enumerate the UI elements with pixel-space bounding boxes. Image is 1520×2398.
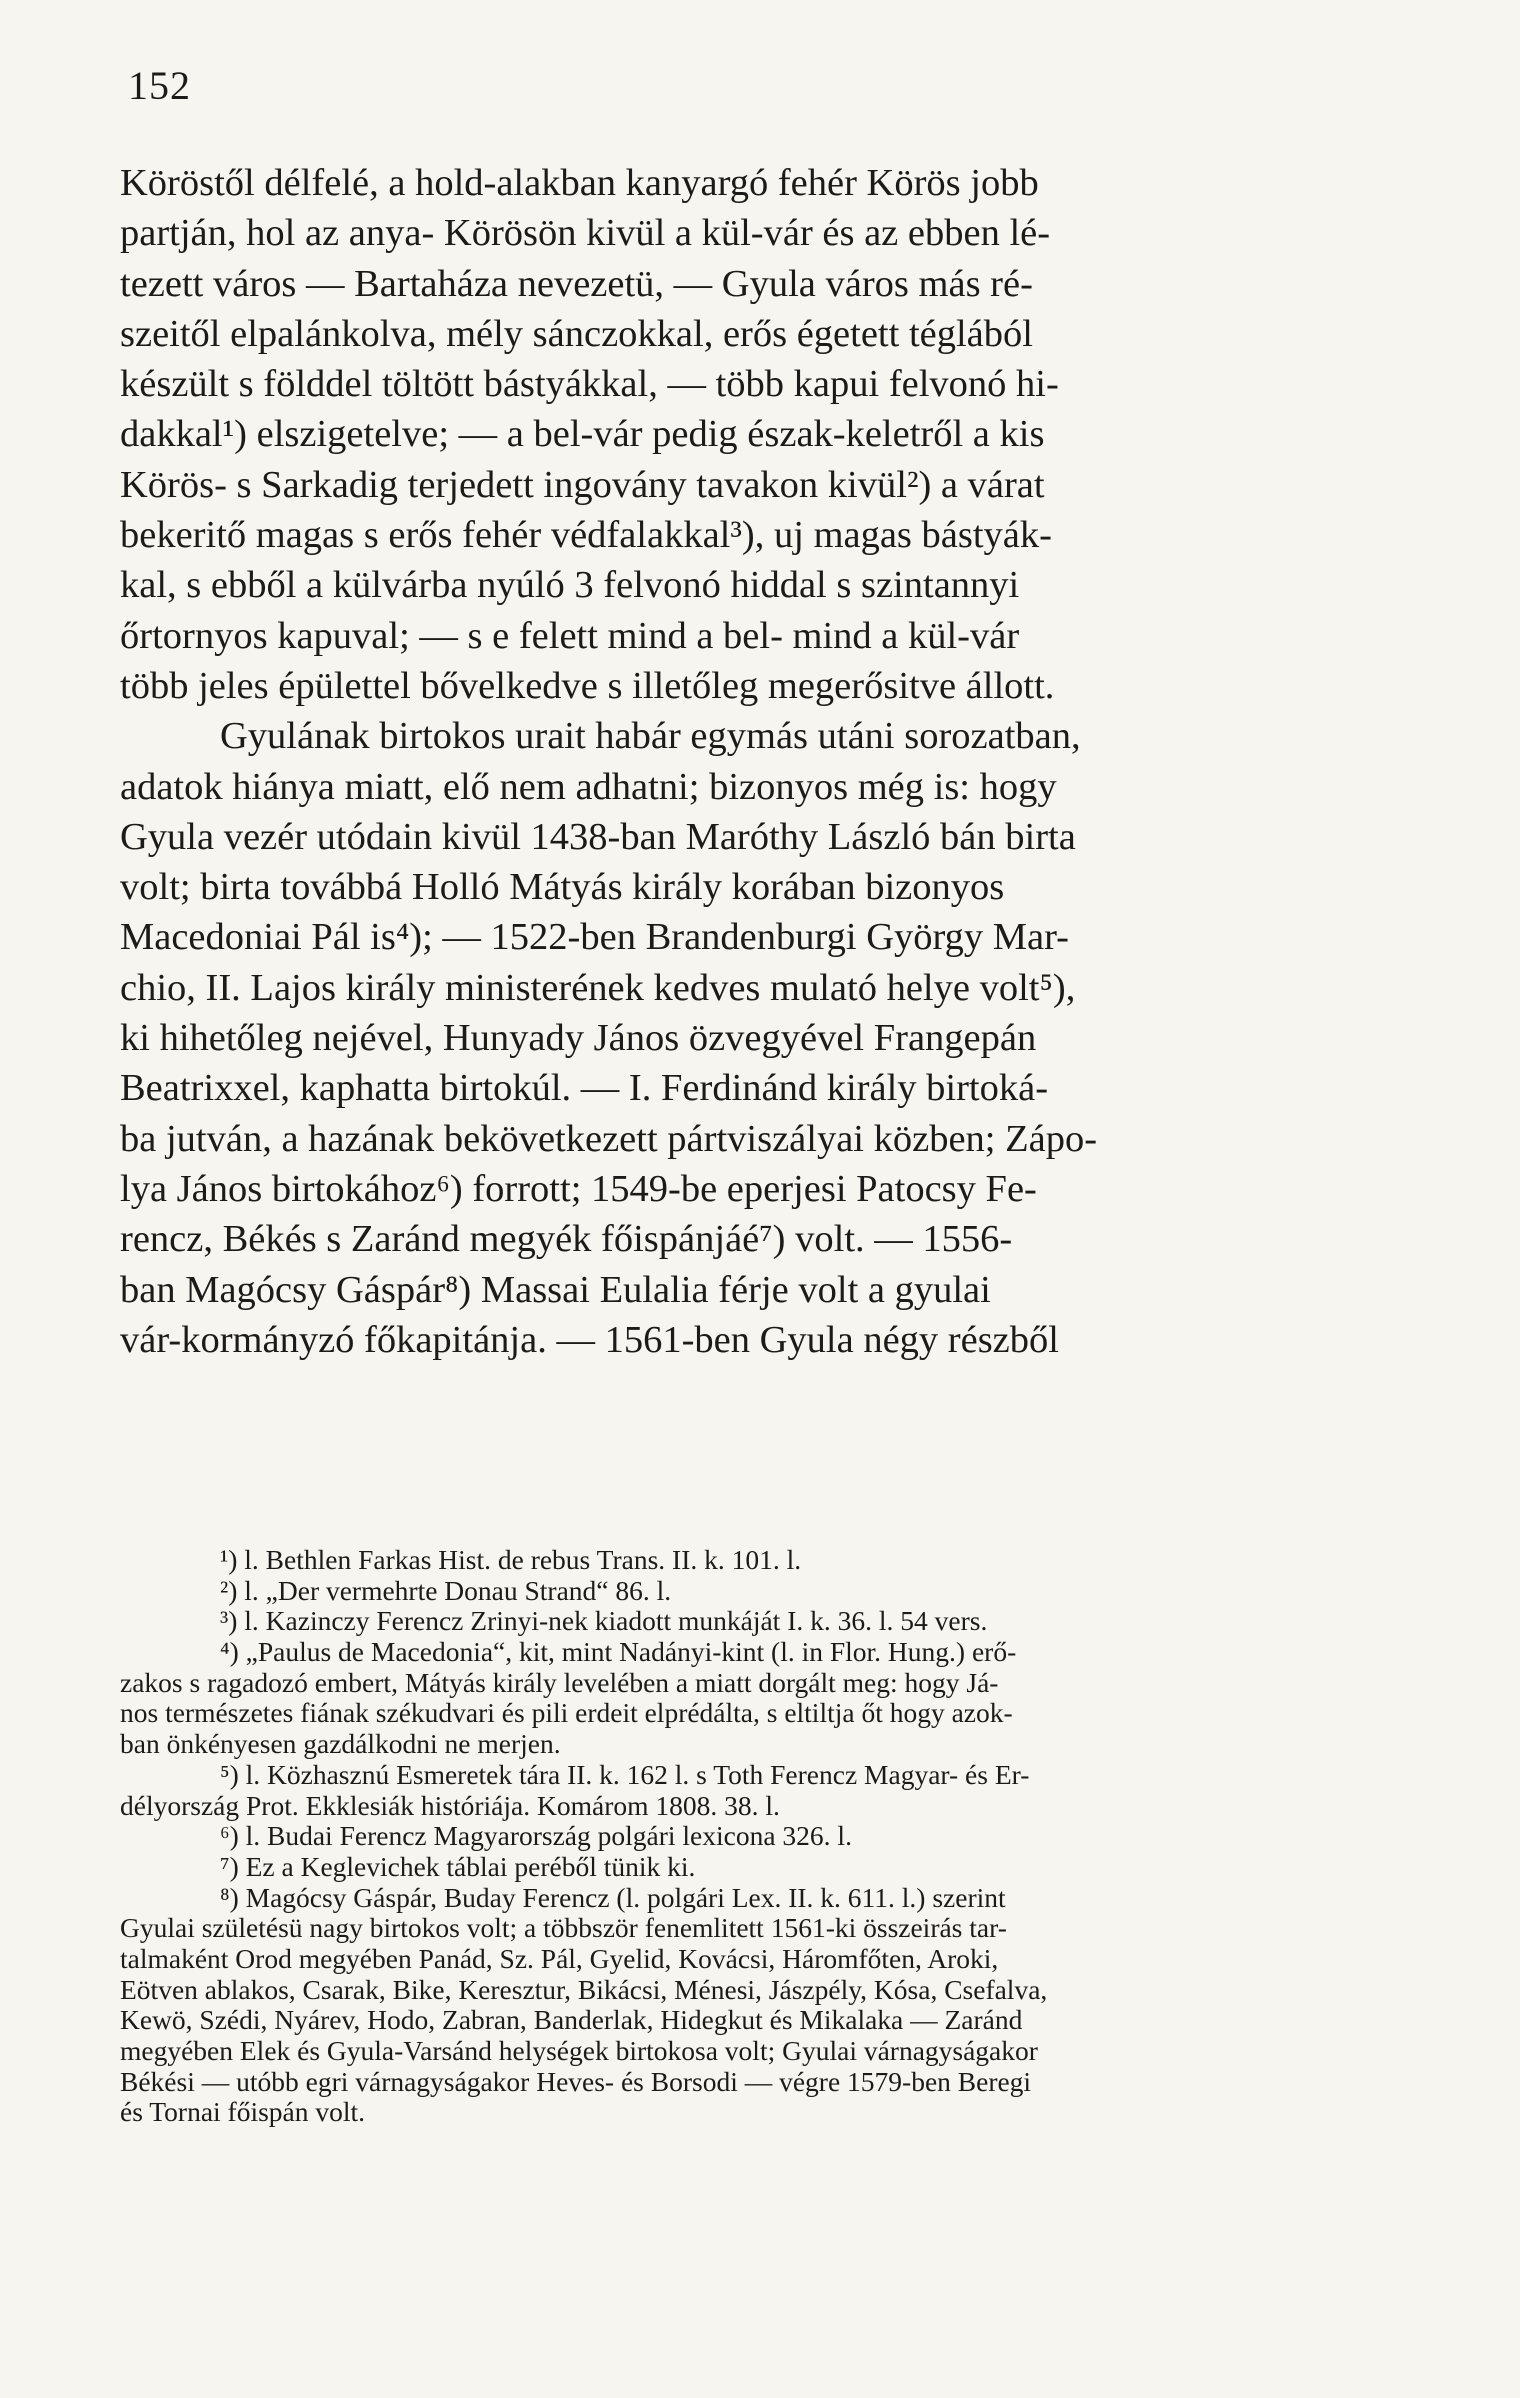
body-line: bekeritő magas s erős fehér védfalakkal³), uj magas bástyák- — [120, 514, 1052, 557]
body-line: dakkal¹) elszigetelve; — a bel-vár pedig észak-keletről a kis — [120, 413, 1045, 456]
body-line: adatok hiánya miatt, elő nem adhatni; bizonyos még is: hogy — [120, 765, 1057, 808]
page-number: 152 — [128, 63, 191, 108]
footnote-line: Békési — utóbb egri várnagyságakor Heves- és Borsodi — végre 1579-ben Beregi — [120, 2065, 1032, 2097]
body-line: készült s földdel töltött bástyákkal, — több kapui felvonó hi- — [120, 363, 1059, 406]
footnote-line: ⁴) „Paulus de Macedonia“, kit, mint Nadányi-kint (l. in Flor. Hung.) erő- — [220, 1636, 1017, 1668]
body-line: partján, hol az anya- Körösön kivül a kül-vár és az ebben lé- — [120, 212, 1051, 255]
body-line: ba jutván, a hazának bekövetkezett pártviszályai közben; Zápo- — [120, 1117, 1098, 1160]
body-line: tezett város — Bartaháza nevezetü, — Gyula város más ré- — [120, 262, 1033, 305]
body-line: Beatrixxel, kaphatta birtokúl. — I. Ferdinánd király birtoká- — [120, 1067, 1049, 1110]
footnote-line: Gyulai születésü nagy birtokos volt; a többször fenemlitett 1561-ki összeirás tar- — [120, 1912, 1007, 1944]
body-line: Gyulának birtokos urait habár egymás utáni sorozatban, — [220, 715, 1081, 758]
footnote-line: zakos s ragadozó embert, Mátyás király levelében a miatt dorgált meg: hogy Já- — [120, 1666, 999, 1698]
body-line: ki hihetőleg nejével, Hunyady János özvegyével Frangepán — [120, 1017, 1037, 1060]
footnote-line: ⁷) Ez a Keglevichek táblai peréből tünik ki. — [220, 1850, 696, 1882]
footnotes — [120, 1545, 1430, 2128]
footnote-line: ban önkényesen gazdálkodni ne merjen. — [120, 1728, 561, 1760]
body-line: több jeles épülettel bővelkedve s illetőleg megerősitve állott. — [120, 664, 1055, 707]
body-line: Körös- s Sarkadig terjedett ingovány tavakon kivül²) a várat — [120, 463, 1045, 506]
footnote-line: nos természetes fiának székudvari és pili erdeit elprédálta, s eltiltja őt hogy azok- — [120, 1697, 1013, 1729]
body-line: lya János birtokához⁶) forrott; 1549-be eperjesi Patocsy Fe- — [120, 1167, 1037, 1210]
body-line: rencz, Békés s Zaránd megyék főispánjáé⁷) volt. — 1556- — [120, 1218, 1013, 1261]
body-line: szeitől elpalánkolva, mély sánczokkal, erős égetett téglából — [120, 312, 1033, 355]
footnote-line: délyország Prot. Ekklesiák históriája. Komárom 1808. 38. l. — [120, 1789, 780, 1821]
body-line: chio, II. Lajos király ministerének kedves mulató helye volt⁵), — [120, 966, 1076, 1009]
footnote-line: megyében Elek és Gyula-Varsánd helységek birtokosa volt; Gyulai várnagyságakor — [120, 2035, 1038, 2066]
footnote-line: ²) l. „Der vermehrte Donau Strand“ 86. l. — [220, 1574, 672, 1606]
body-line: őrtornyos kapuval; — s e felett mind a bel- mind a kül-vár — [120, 614, 1020, 657]
footnote-line: Eötven ablakos, Csarak, Bike, Keresztur, Bikácsi, Ménesi, Jászpély, Kósa, Csefalva, — [120, 1973, 1048, 2005]
footnote-line: Kewö, Szédi, Nyárev, Hodo, Zabran, Banderlak, Hidegkut és Mikalaka — Zaránd — [120, 2004, 1023, 2036]
body-line: kal, s ebből a külvárba nyúló 3 felvonó hiddal s szintannyi — [120, 564, 1020, 607]
footnote-line: ³) l. Kazinczy Ferencz Zrinyi-nek kiadott munkáját I. k. 36. l. 54 vers. — [220, 1605, 988, 1637]
footnote-line: és Tornai főispán volt. — [120, 2096, 366, 2128]
body-line: volt; birta továbbá Holló Mátyás király korában bizonyos — [120, 866, 1005, 909]
footnote-line: ⁸) Magócsy Gáspár, Buday Ferencz (l. polgári Lex. II. k. 611. l.) szerint — [220, 1881, 1006, 1913]
footnote-line: ⁶) l. Budai Ferencz Magyarország polgári lexicona 326. l. — [220, 1820, 852, 1852]
body-line: Gyula vezér utódain kivül 1438-ban Maróthy László bán birta — [120, 815, 1076, 858]
body-line: ban Magócsy Gáspár⁸) Massai Eulalia férje volt a gyulai — [120, 1268, 991, 1311]
body-line: Köröstől délfelé, a hold-alakban kanyargó fehér Körös jobb — [120, 162, 1039, 204]
footnote-line: ⁵) l. Közhasznú Esmeretek tára II. k. 162 l. s Toth Ferencz Magyar- és Er- — [220, 1758, 1030, 1790]
body-line: Macedoniai Pál is⁴); — 1522-ben Brandenburgi György Mar- — [120, 916, 1069, 959]
footnote-line: talmaként Orod megyében Panád, Sz. Pál, Gyelid, Kovácsi, Háromfőten, Aroki, — [120, 1942, 999, 1974]
body-text — [120, 158, 1430, 1365]
body-line: vár-kormányzó főkapitánja. — 1561-ben Gyula négy részből — [120, 1318, 1059, 1361]
footnote-line: ¹) l. Bethlen Farkas Hist. de rebus Trans. II. k. 101. l. — [220, 1544, 802, 1575]
